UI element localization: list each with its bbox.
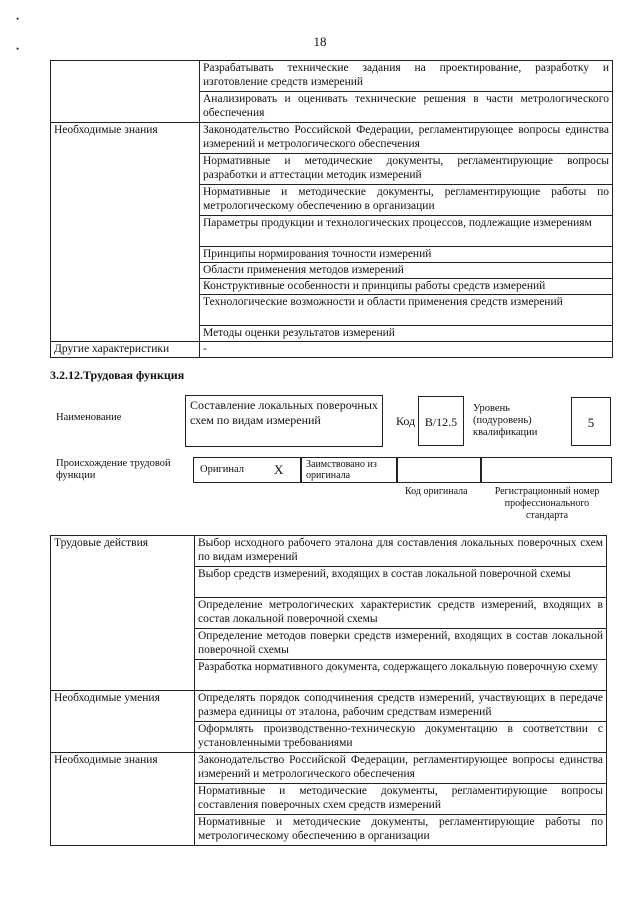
table-cell: Методы оценки результатов измерений bbox=[200, 326, 613, 342]
borrowed-label: Заимствовано из оригинала bbox=[306, 459, 377, 481]
table-cell: Нормативные и методические документы, регламентирующие вопросы составления поверочных схем средств измерений bbox=[195, 784, 607, 815]
level-label: Уровень (подуровень) квалификации bbox=[473, 403, 538, 438]
original-label: Оригинал bbox=[200, 464, 244, 475]
name-label: Наименование bbox=[56, 412, 122, 423]
table-row bbox=[51, 342, 613, 358]
level-value: 5 bbox=[571, 397, 611, 446]
table-cell: Определение методов поверки средств измерений, входящих в состав локальной поверочной схемы bbox=[195, 629, 607, 660]
name-value: Составление локальных поверочных схем по видам измерений bbox=[185, 395, 383, 447]
table-row bbox=[51, 536, 607, 567]
table-cell: Нормативные и методические документы, регламентирующие работы по метрологическому обеспечению в организации bbox=[195, 815, 607, 846]
table-cell: Нормативные и методические документы, регламентирующие работы по метрологическому обеспечению в организации bbox=[200, 185, 613, 216]
table-row bbox=[51, 61, 613, 92]
bottom-table bbox=[50, 535, 607, 846]
section-title: 3.2.12.Трудовая функция bbox=[50, 368, 185, 382]
table-cell: Разработка нормативного документа, содержащего локальную поверочную схему bbox=[195, 660, 607, 691]
reg-number-label: Регистрационный номер профессионального стандарта bbox=[494, 486, 600, 521]
row-label: Трудовые действия bbox=[51, 536, 195, 691]
table-cell: Разрабатывать технические задания на проектирование, разработку и изготовление средств измерений bbox=[200, 61, 613, 92]
table-cell: Выбор средств измерений, входящих в состав локальной поверочной схемы bbox=[195, 567, 607, 598]
table-cell: Законодательство Российской Федерации, регламентирующее вопросы единства измерений и метрологического обеспечения bbox=[200, 123, 613, 154]
table-cell: Конструктивные особенности и принципы работы средств измерений bbox=[200, 279, 613, 295]
table-cell: Законодательство Российской Федерации, регламентирующее вопросы единства измерений и метрологического обеспечения bbox=[195, 753, 607, 784]
borrowed-box bbox=[301, 457, 397, 483]
table-cell: Определение метрологических характеристик средств измерений, входящих в состав локальной поверочной схемы bbox=[195, 598, 607, 629]
scan-mark: • bbox=[16, 44, 20, 54]
code-label: Код bbox=[396, 414, 416, 428]
original-box bbox=[193, 457, 301, 483]
code-original-box bbox=[397, 457, 481, 483]
code-value: B/12.5 bbox=[418, 396, 464, 446]
table-cell: Области применения методов измерений bbox=[200, 263, 613, 279]
top-table bbox=[50, 60, 613, 358]
table-row bbox=[51, 123, 613, 154]
origin-label: Происхождение трудовой функции bbox=[56, 458, 171, 481]
table-cell: Параметры продукции и технологических процессов, подлежащие измерениям bbox=[200, 216, 613, 247]
table-row bbox=[51, 691, 607, 722]
table-cell: Оформлять производственно-техническую документацию в соответствии с установленными требованиями bbox=[195, 722, 607, 753]
table-cell: - bbox=[200, 342, 613, 358]
row-label: Необходимые знания bbox=[51, 753, 195, 846]
reg-number-box bbox=[481, 457, 612, 483]
table-cell: Технологические возможности и области применения средств измерений bbox=[200, 295, 613, 326]
row-label bbox=[51, 61, 200, 123]
table-row bbox=[51, 753, 607, 784]
table-cell: Принципы нормирования точности измерений bbox=[200, 247, 613, 263]
table-cell: Нормативные и методические документы, регламентирующие вопросы разработки и аттестации методик измерений bbox=[200, 154, 613, 185]
row-label: Необходимые знания bbox=[51, 123, 200, 342]
table-cell: Выбор исходного рабочего эталона для составления локальных поверочных схем по видам измерений bbox=[195, 536, 607, 567]
row-label: Другие характеристики bbox=[51, 342, 200, 358]
table-cell: Определять порядок соподчинения средств измерений, участвующих в передаче размера единицы от эталона, рабочим средствам измерений bbox=[195, 691, 607, 722]
scan-mark: • bbox=[16, 14, 20, 24]
code-original-label: Код оригинала bbox=[405, 486, 468, 497]
table-cell: Анализировать и оценивать технические решения в части метрологического обеспечения bbox=[200, 92, 613, 123]
row-label: Необходимые умения bbox=[51, 691, 195, 753]
original-mark: X bbox=[274, 462, 284, 477]
page-number: 18 bbox=[313, 34, 327, 49]
